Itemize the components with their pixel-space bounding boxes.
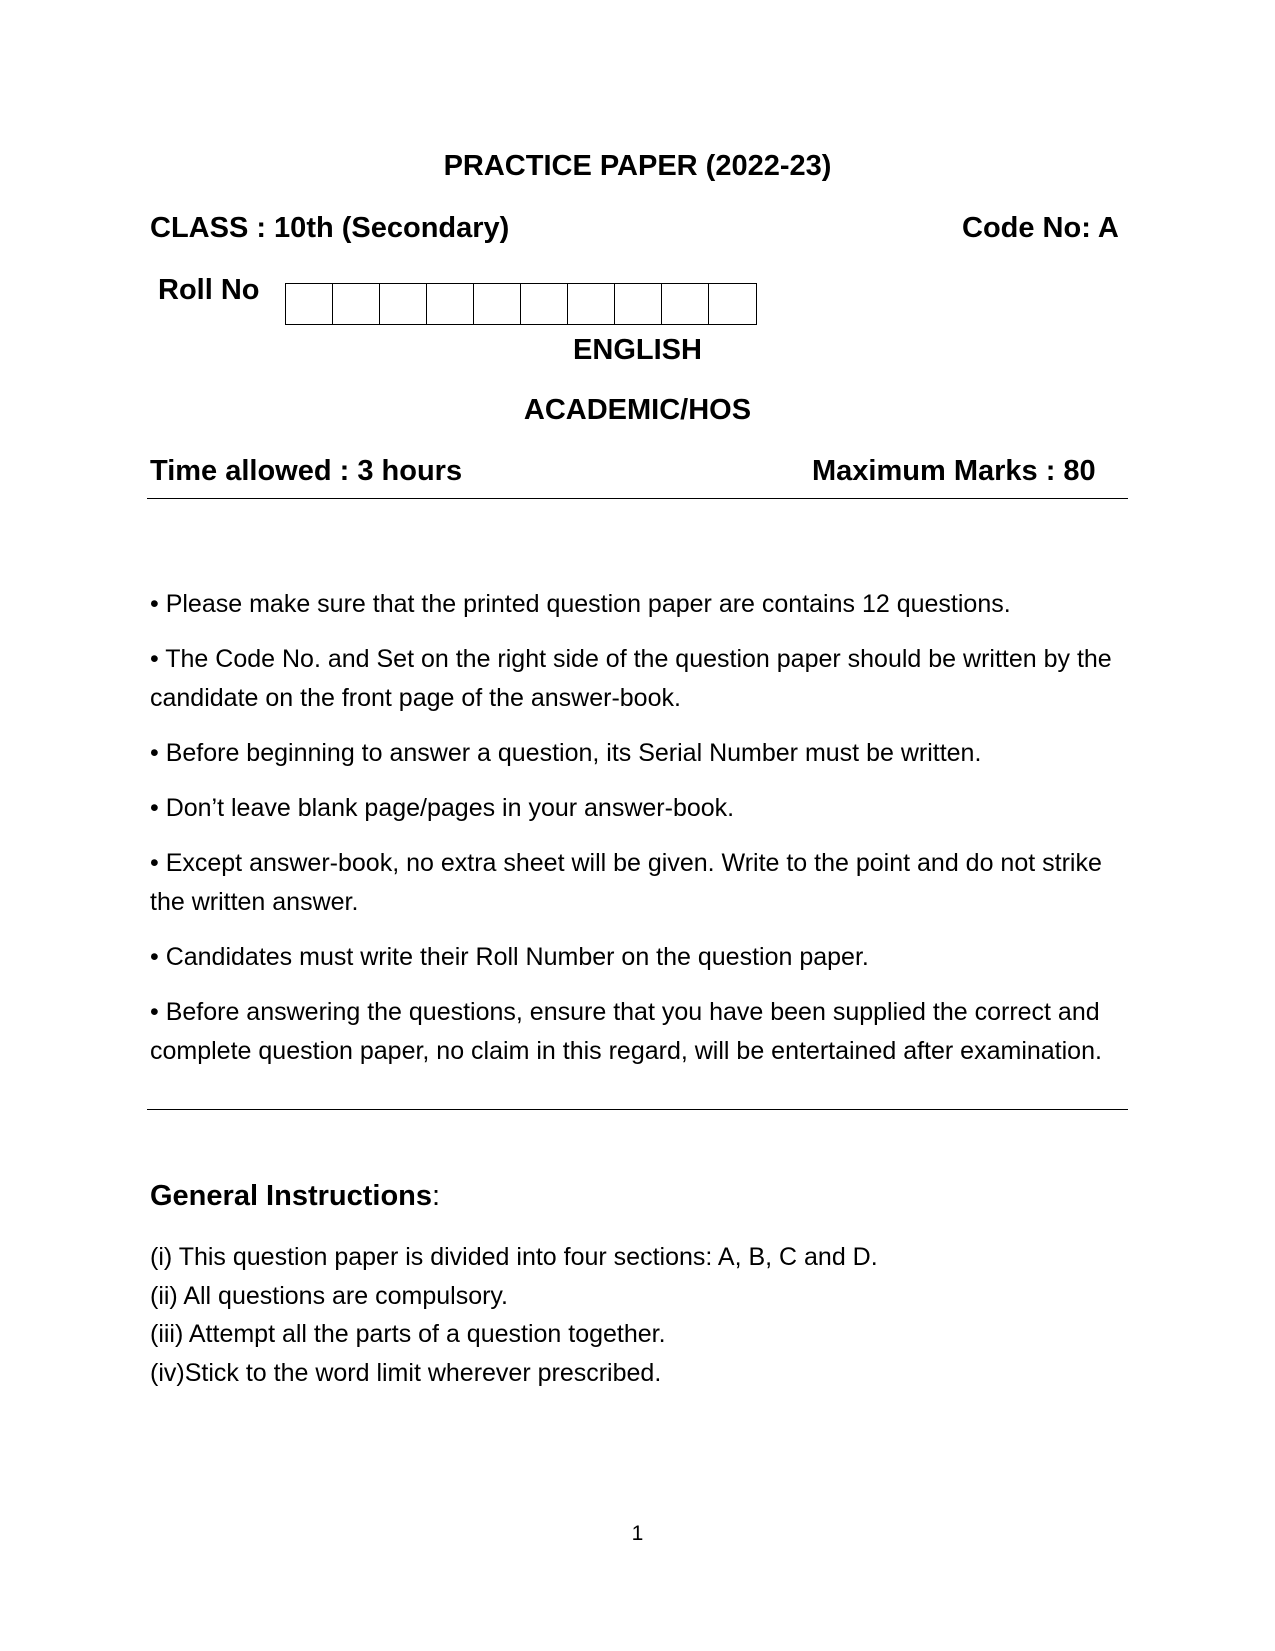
class-label: CLASS : 10th (Secondary) <box>150 212 510 244</box>
roll-number-box <box>474 284 521 324</box>
roll-number-box <box>709 284 756 324</box>
stream-title: ACADEMIC/HOS <box>523 394 752 426</box>
notes-divider <box>147 1109 1128 1110</box>
roll-number-boxes <box>285 283 757 325</box>
candidate-notes <box>150 585 1130 1087</box>
subject-title: ENGLISH <box>573 334 702 366</box>
note-item: • Before answering the questions, ensure that you have been supplied the correct and complete question paper, no claim in this regard, will be entertained after examination. <box>150 998 1102 1065</box>
note-item: • Candidates must write their Roll Number on the question paper. <box>150 943 869 971</box>
general-instructions-heading <box>150 1180 440 1213</box>
note-item: • Please make sure that the printed question paper are contains 12 questions. <box>150 590 1011 618</box>
roll-number-label: Roll No <box>158 274 260 306</box>
note-item: • Before beginning to answer a question, its Serial Number must be written. <box>150 739 982 767</box>
general-instructions-list <box>150 1238 1130 1392</box>
instruction-item: (iii) Attempt all the parts of a question together. <box>150 1320 666 1348</box>
roll-number-box <box>380 284 427 324</box>
instruction-item: (iv)Stick to the word limit wherever prescribed. <box>150 1358 662 1387</box>
instruction-item: (i) This question paper is divided into four sections: A, B, C and D. <box>150 1243 878 1271</box>
general-instructions-title: General Instructions <box>150 1180 433 1212</box>
roll-number-box <box>568 284 615 324</box>
maximum-marks: Maximum Marks : 80 <box>812 455 1096 487</box>
note-item: • The Code No. and Set on the right side of the question paper should be written by the candidate on the front page of the answer-book. <box>150 645 1112 712</box>
roll-number-box <box>521 284 568 324</box>
roll-number-box <box>427 284 474 324</box>
heading-colon: : <box>432 1180 441 1212</box>
code-number: Code No: A <box>962 212 1119 244</box>
paper-title: PRACTICE PAPER (2022-23) <box>443 150 832 182</box>
roll-number-box <box>333 284 380 324</box>
roll-number-box <box>286 284 333 324</box>
note-item: • Except answer-book, no extra sheet will be given. Write to the point and do not strike the written answer. <box>150 849 1102 916</box>
note-item: • Don’t leave blank page/pages in your answer-book. <box>150 794 735 822</box>
time-allowed: Time allowed : 3 hours <box>150 455 463 487</box>
roll-number-box <box>615 284 662 324</box>
instruction-item: (ii) All questions are compulsory. <box>150 1281 509 1310</box>
roll-number-box <box>662 284 709 324</box>
page-number: 1 <box>631 1522 644 1545</box>
header-divider <box>147 498 1128 499</box>
